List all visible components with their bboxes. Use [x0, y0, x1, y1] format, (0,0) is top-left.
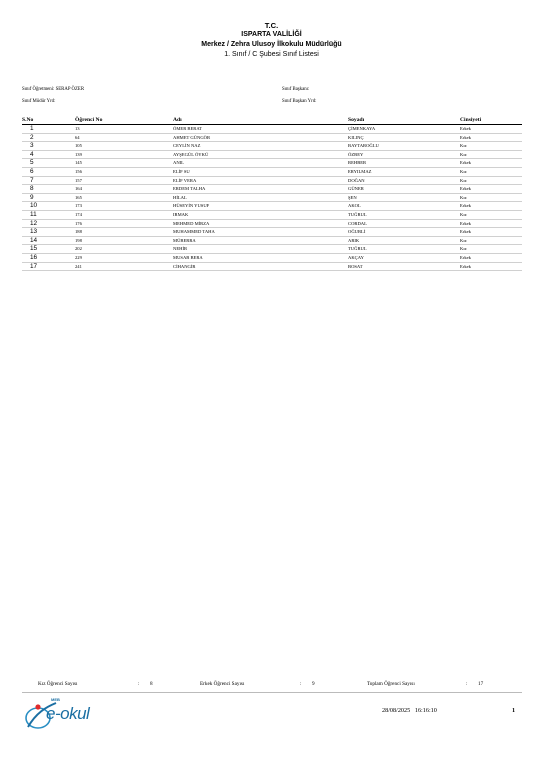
table-row [22, 262, 522, 271]
cell-student-no: 64 [75, 133, 173, 142]
cell-gender: Erkek [460, 228, 522, 237]
cell-first-name: ANIL [173, 159, 348, 168]
total-count-sep: : [466, 681, 468, 687]
cell-sno: 11 [22, 210, 75, 219]
cell-gender: Erkek [460, 202, 522, 211]
table-row [22, 228, 522, 237]
cell-last-name: ERYILMAZ [348, 167, 460, 176]
cell-gender: Kız [460, 142, 522, 151]
cell-gender: Erkek [460, 262, 522, 271]
cell-sno: 17 [22, 262, 75, 271]
cell-sno: 15 [22, 245, 75, 254]
cell-gender: Erkek [460, 219, 522, 228]
cell-last-name: ŞEN [348, 193, 460, 202]
table-row [22, 185, 522, 194]
table-row [22, 125, 522, 134]
cell-last-name: ÖZBEY [348, 150, 460, 159]
column-header-student-no: Öğrenci No [75, 116, 173, 125]
cell-gender: Kız [460, 150, 522, 159]
cell-sno: 14 [22, 236, 75, 245]
column-header-last-name: Soyadı [348, 116, 460, 125]
cell-student-no: 198 [75, 236, 173, 245]
table-row [22, 193, 522, 202]
cell-sno: 1 [22, 125, 75, 134]
cell-student-no: 139 [75, 150, 173, 159]
cell-first-name: ELİF VERA [173, 176, 348, 185]
logo-eokul-text: e-okul [46, 704, 90, 723]
cell-first-name: CİHANGİR [173, 262, 348, 271]
cell-sno: 7 [22, 176, 75, 185]
cell-student-no: 173 [75, 202, 173, 211]
cell-sno: 5 [22, 159, 75, 168]
cell-last-name: KILINÇ [348, 133, 460, 142]
cell-last-name: BOSAT [348, 262, 460, 271]
table-row [22, 159, 522, 168]
cell-student-no: 156 [75, 167, 173, 176]
cell-gender: Erkek [460, 133, 522, 142]
column-header-sno: S.No [22, 116, 75, 125]
cell-student-no: 157 [75, 176, 173, 185]
cell-last-name: DOĞAN [348, 176, 460, 185]
logo-meb-text: MEB [51, 697, 60, 702]
cell-last-name: ÇİMENKAYA [348, 125, 460, 134]
class-president-label: Sınıf Başkanı: [282, 87, 310, 92]
table-row [22, 150, 522, 159]
table-row [22, 202, 522, 211]
girls-count-sep: : [138, 681, 140, 687]
cell-student-no: 164 [75, 185, 173, 194]
table-row [22, 253, 522, 262]
cell-first-name: IRMAK [173, 210, 348, 219]
cell-gender: Erkek [460, 253, 522, 262]
cell-student-no: 176 [75, 219, 173, 228]
header-province: ISPARTA VALİLİĞİ [241, 31, 302, 38]
cell-first-name: MUSAB BERA [173, 253, 348, 262]
cell-sno: 16 [22, 253, 75, 262]
table-row [22, 245, 522, 254]
cell-first-name: ELİF SU [173, 167, 348, 176]
cell-gender: Erkek [460, 159, 522, 168]
cell-first-name: ERDEM TALHA [173, 185, 348, 194]
cell-gender: Erkek [460, 125, 522, 134]
cell-last-name: TUĞRUL [348, 245, 460, 254]
cell-first-name: MEHMED MİRZA [173, 219, 348, 228]
header-list-title: 1. Sınıf / C Şubesi Sınıf Listesi [224, 51, 319, 58]
cell-first-name: HİLAL [173, 193, 348, 202]
cell-gender: Kız [460, 236, 522, 245]
cell-sno: 13 [22, 228, 75, 237]
cell-last-name: AKOL [348, 202, 460, 211]
cell-last-name: ARIK [348, 236, 460, 245]
cell-last-name: TUĞRUL [348, 210, 460, 219]
cell-first-name: ÖMER BERAT [173, 125, 348, 134]
cell-last-name: REHBER [348, 159, 460, 168]
girls-count-value: 8 [150, 681, 153, 687]
student-table [22, 116, 522, 271]
cell-sno: 3 [22, 142, 75, 151]
cell-first-name: AHMET GÜNGÖR [173, 133, 348, 142]
cell-first-name: NEHİR [173, 245, 348, 254]
header-school: Merkez / Zehra Ulusoy İlkokulu Müdürlüğü [201, 41, 342, 48]
girls-count-label: Kız Öğrenci Sayısı [38, 681, 78, 687]
cell-student-no: 188 [75, 228, 173, 237]
cell-student-no: 241 [75, 262, 173, 271]
cell-last-name: BAYTAROĞLU [348, 142, 460, 151]
footer-divider [22, 692, 522, 693]
cell-sno: 4 [22, 150, 75, 159]
cell-gender: Kız [460, 210, 522, 219]
cell-last-name: GÜNER [348, 185, 460, 194]
table-row [22, 167, 522, 176]
table-row [22, 142, 522, 151]
cell-sno: 12 [22, 219, 75, 228]
cell-student-no: 145 [75, 159, 173, 168]
cell-sno: 10 [22, 202, 75, 211]
boys-count-value: 9 [312, 681, 315, 687]
cell-gender: Kız [460, 193, 522, 202]
table-row [22, 210, 522, 219]
cell-gender: Erkek [460, 185, 522, 194]
eokul-logo [24, 697, 104, 733]
cell-gender: Kız [460, 167, 522, 176]
cell-student-no: 165 [75, 193, 173, 202]
total-count-value: 17 [478, 681, 484, 687]
column-header-first-name: Adı [173, 116, 348, 125]
boys-count-label: Erkek Öğrenci Sayısı [200, 681, 245, 687]
cell-student-no: 202 [75, 245, 173, 254]
page-number: 1 [512, 707, 516, 714]
class-vice-president-label: Sınıf Başkan Yrd: [282, 99, 317, 104]
table-header-row [22, 116, 522, 125]
cell-gender: Kız [460, 176, 522, 185]
cell-sno: 6 [22, 167, 75, 176]
cell-student-no: 229 [75, 253, 173, 262]
cell-first-name: CEYLİN NAZ [173, 142, 348, 151]
teacher-label: Sınıf Öğretmeni: SERAP ÖZER [22, 87, 85, 92]
cell-student-no: 105 [75, 142, 173, 151]
print-time: 16:16:10 [414, 707, 437, 714]
boys-count-sep: : [300, 681, 302, 687]
cell-sno: 9 [22, 193, 75, 202]
cell-first-name: AYŞEGÜL ÖYKÜ [173, 150, 348, 159]
cell-first-name: MUHAMMED TAHA [173, 228, 348, 237]
cell-sno: 2 [22, 133, 75, 142]
vice-principal-label: Sınıf Müdür Yrd: [22, 99, 56, 104]
print-datetime [382, 707, 437, 714]
cell-first-name: MÜBERRA [173, 236, 348, 245]
cell-student-no: 174 [75, 210, 173, 219]
cell-gender: Kız [460, 245, 522, 254]
cell-sno: 8 [22, 185, 75, 194]
table-row [22, 133, 522, 142]
cell-last-name: AKÇAY [348, 253, 460, 262]
cell-first-name: HÜSEYİN YUSUF [173, 202, 348, 211]
total-count-label: Toplam Öğrenci Sayısı [367, 681, 415, 687]
table-row [22, 236, 522, 245]
print-date: 28/08/2025 [382, 707, 411, 714]
cell-student-no: 13 [75, 125, 173, 134]
table-row [22, 176, 522, 185]
header-tc: T.C. [264, 21, 279, 30]
column-header-gender: Cinsiyeti [460, 116, 522, 125]
cell-last-name: CORDAL [348, 219, 460, 228]
table-row [22, 219, 522, 228]
cell-last-name: OĞURLİ [348, 228, 460, 237]
